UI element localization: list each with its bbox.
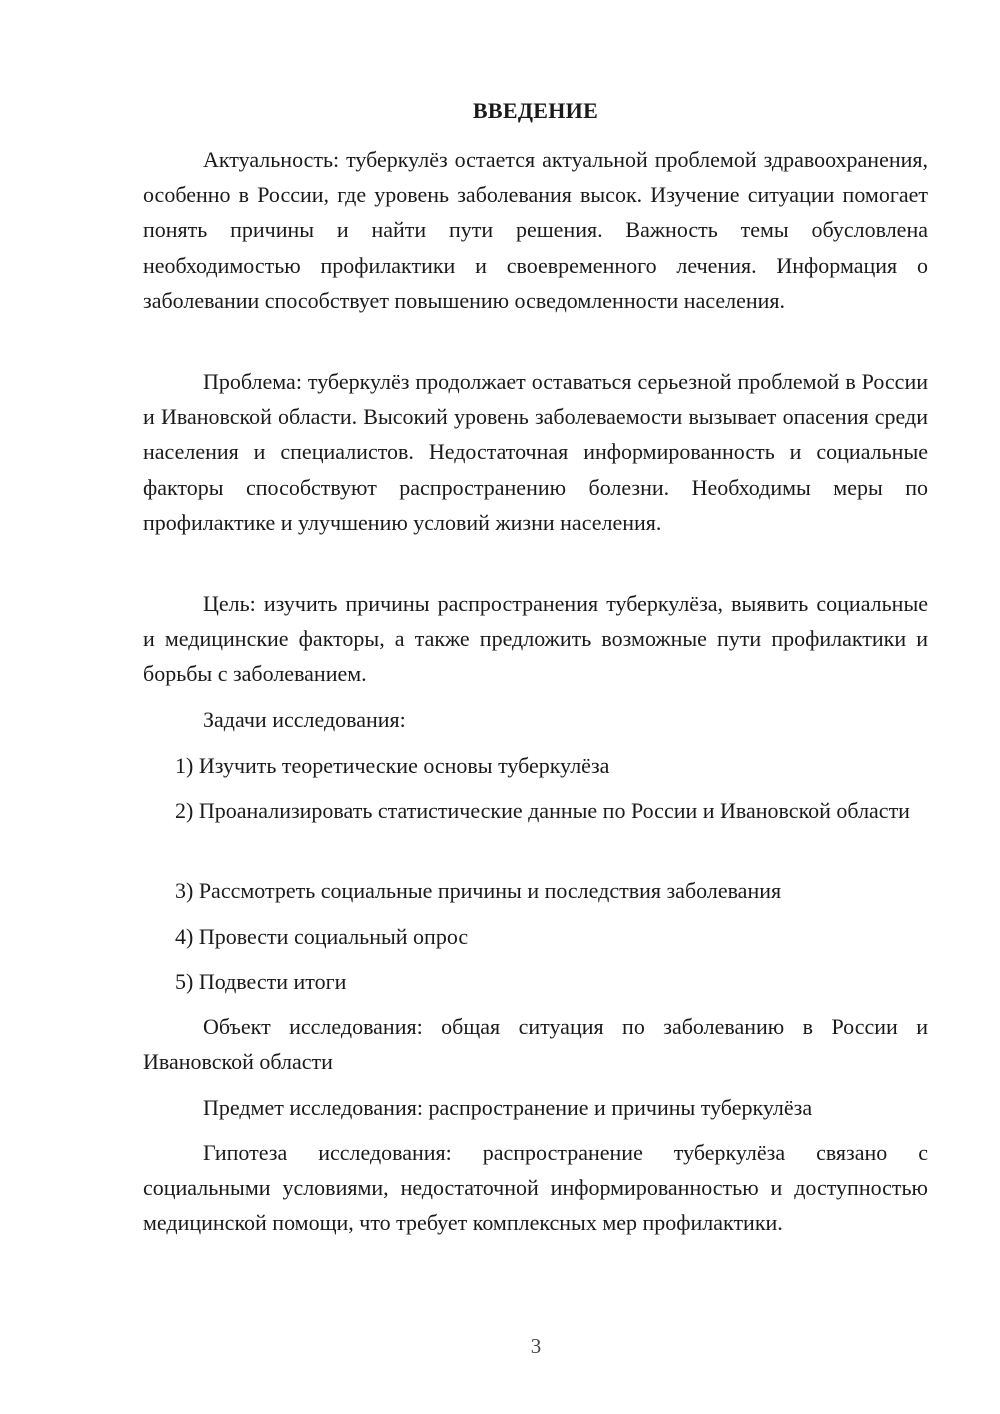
- goal-paragraph: Цель: изучить причины распространения туберкулёза, выявить социальные и медицинские факторы, а также предложить возможные пути профилактики и борьбы с заболеванием.: [143, 591, 928, 687]
- task-item-4: 4) Провести социальный опрос: [175, 924, 469, 949]
- tasks-heading: Задачи исследования:: [203, 707, 406, 732]
- research-subject: Предмет исследования: распространение и причины туберкулёза: [203, 1095, 813, 1120]
- page-number: 3: [530, 1334, 542, 1358]
- research-hypothesis: Гипотеза исследования: распространение туберкулёза связано с социальными условиями, недостаточной информированностью и доступностью медицинской помощи, что требует комплексных мер профилактики.: [143, 1140, 928, 1236]
- relevance-paragraph: Актуальность: туберкулёз остается актуальной проблемой здравоохранения, особенно в России, где уровень заболевания высок. Изучение ситуации помогает понять причины и найти пути решения. Важность темы обусловлена необходимостью профилактики и своевременного лечения. Информация о заболевании способствует повышению осведомленности населения.: [143, 147, 928, 313]
- task-item-1: 1) Изучить теоретические основы туберкулёза: [175, 753, 610, 778]
- task-item-3: 3) Рассмотреть социальные причины и последствия заболевания: [175, 878, 782, 903]
- task-item-2: 2) Проанализировать статистические данные по России и Ивановской области: [175, 798, 910, 823]
- research-object: Объект исследования: общая ситуация по заболеванию в России и Ивановской области: [143, 1014, 928, 1075]
- task-item-5: 5) Подвести итоги: [175, 969, 347, 994]
- problem-paragraph: Проблема: туберкулёз продолжает оставаться серьезной проблемой в России и Ивановской области. Высокий уровень заболеваемости вызывает опасения среди населения и специалистов. Недостаточная информированность и социальные факторы способствуют распространению болезни. Необходимы меры по профилактике и улучшению условий жизни населения.: [143, 369, 928, 535]
- document-title: ВВЕДЕНИЕ: [472, 98, 599, 123]
